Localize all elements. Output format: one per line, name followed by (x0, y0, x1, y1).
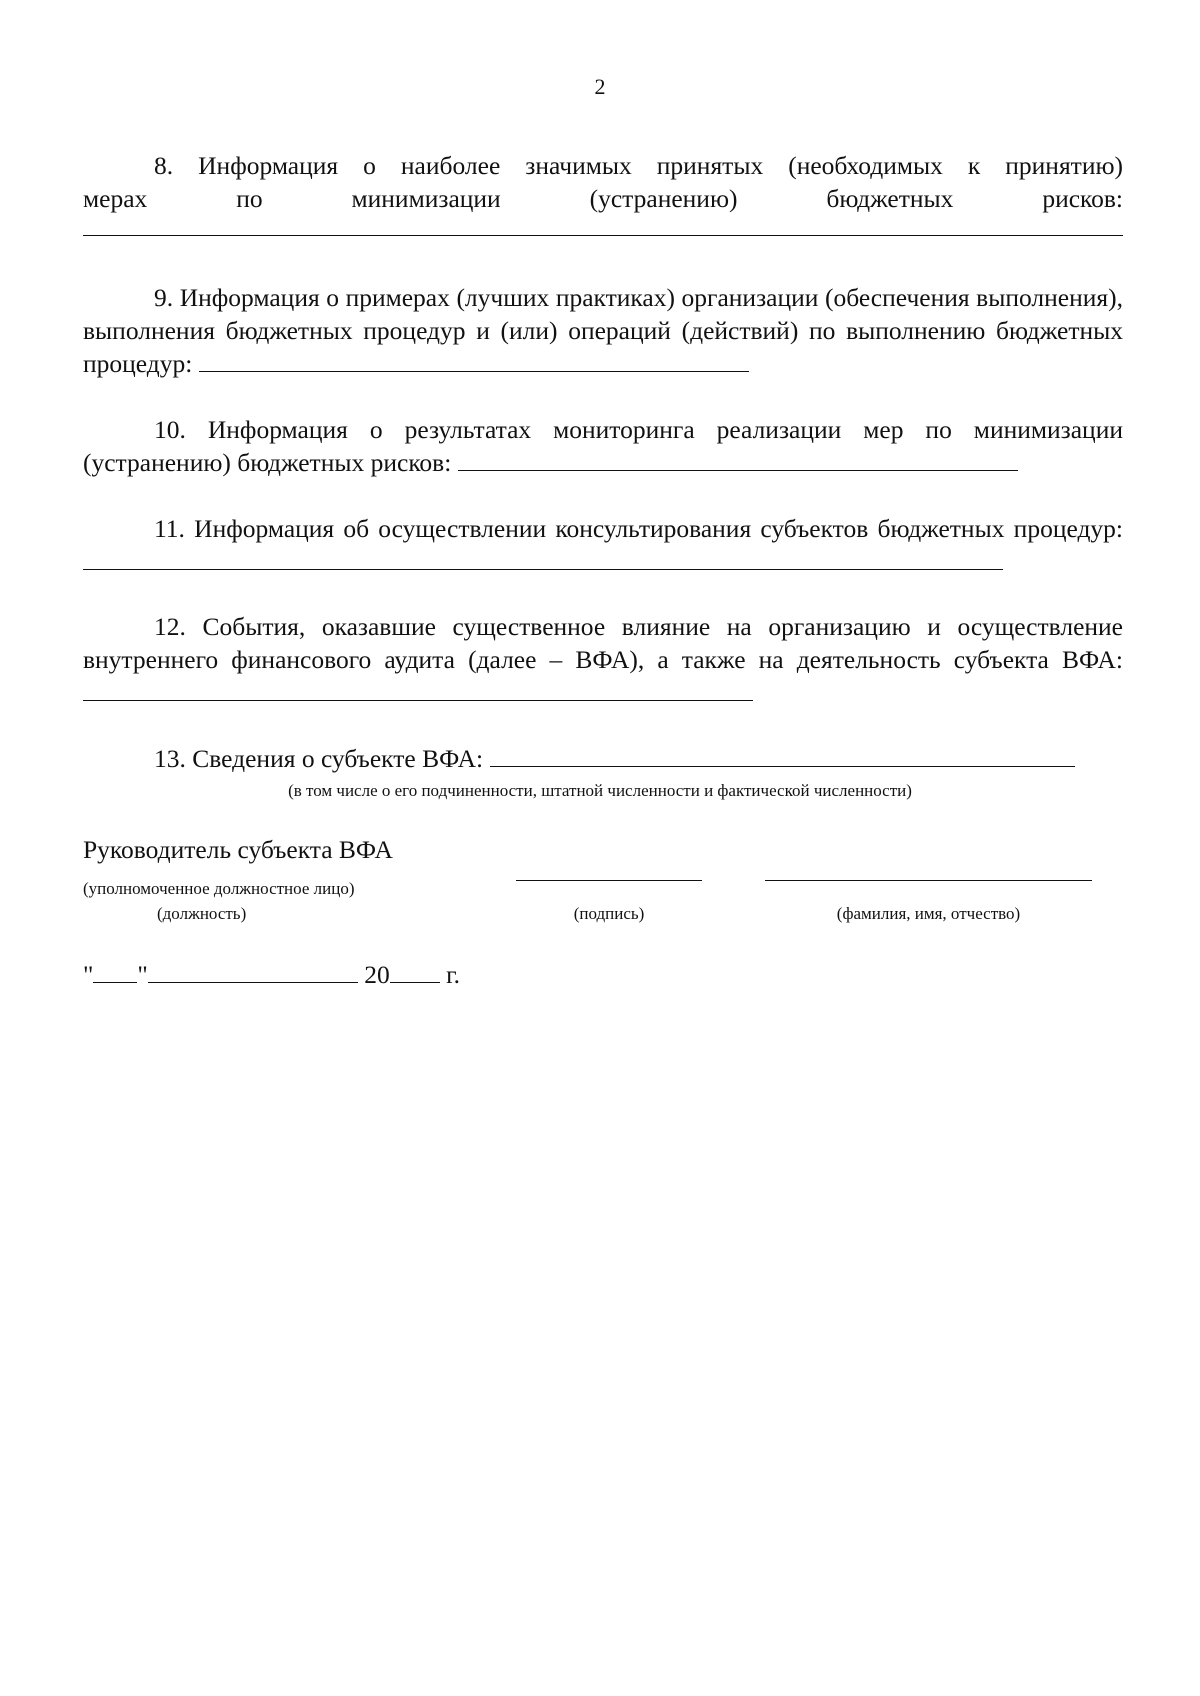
item-9 (83, 281, 1123, 380)
item-8 (83, 149, 1123, 236)
item-13 (83, 742, 1123, 775)
item-11 (83, 512, 1123, 578)
date-open-quote: " (83, 960, 94, 989)
item-9-text: Информация о примерах (лучших практиках) организации (обеспечения выполнения), выполнения бюджетных процедур и (или) операций (действий) по выполнению бюджетных процедур: (83, 283, 1123, 378)
date-year-suffix: г. (446, 960, 461, 989)
item-10-text: Информация о результатах мониторинга реализации мер по минимизации (устранению) бюджетных рисков: (83, 415, 1123, 477)
position-caption: (должность) (157, 904, 247, 923)
date-year-prefix: 20 (364, 960, 390, 989)
item-9-answer-line[interactable] (199, 347, 749, 372)
item-10 (83, 413, 1123, 479)
item-8-text-line2: мерах по минимизации (устранению) бюджетных рисков: (83, 184, 1123, 213)
item-13-caption: (в том числе о его подчиненности, штатной численности и фактической численности) (288, 781, 912, 800)
date-month-blank[interactable] (148, 958, 358, 983)
full-name-caption: (фамилия, имя, отчество) (836, 904, 1021, 923)
item-12-text: События, оказавшие существенное влияние на организацию и осуществление внутреннего финансового аудита (далее – ВФА), а также на деятельность субъекта ВФА: (83, 612, 1123, 674)
item-11-answer-line[interactable] (83, 545, 1003, 570)
item-12 (83, 610, 1123, 709)
date-close-quote: " (137, 960, 148, 989)
full-name-line[interactable] (765, 880, 1092, 881)
signature-title: Руководитель субъекта ВФА (83, 835, 393, 864)
date-line (83, 958, 460, 990)
item-8-answer-line[interactable] (83, 215, 1123, 236)
item-10-number: 10. (154, 415, 186, 444)
item-9-number: 9. (154, 283, 174, 312)
item-10-answer-line[interactable] (458, 446, 1018, 471)
item-8-number: 8. (154, 151, 174, 180)
signature-line[interactable] (516, 880, 702, 881)
item-11-text: Информация об осуществлении консультирования субъектов бюджетных процедур: (194, 514, 1124, 543)
signature-subtitle: (уполномоченное должностное лицо) (83, 879, 355, 898)
item-13-number: 13. (154, 744, 186, 773)
item-8-text-line1: Информация о наиболее значимых принятых (необходимых к принятию) (198, 151, 1124, 180)
item-12-answer-line[interactable] (83, 676, 753, 701)
item-12-number: 12. (154, 612, 186, 641)
item-13-text: Сведения о субъекте ВФА: (192, 744, 484, 773)
date-day-blank[interactable] (93, 958, 137, 983)
item-11-number: 11. (154, 514, 185, 543)
page-number: 2 (594, 74, 606, 99)
item-13-answer-line[interactable] (490, 742, 1075, 767)
date-year-blank[interactable] (390, 958, 440, 983)
signature-caption: (подпись) (573, 904, 645, 923)
